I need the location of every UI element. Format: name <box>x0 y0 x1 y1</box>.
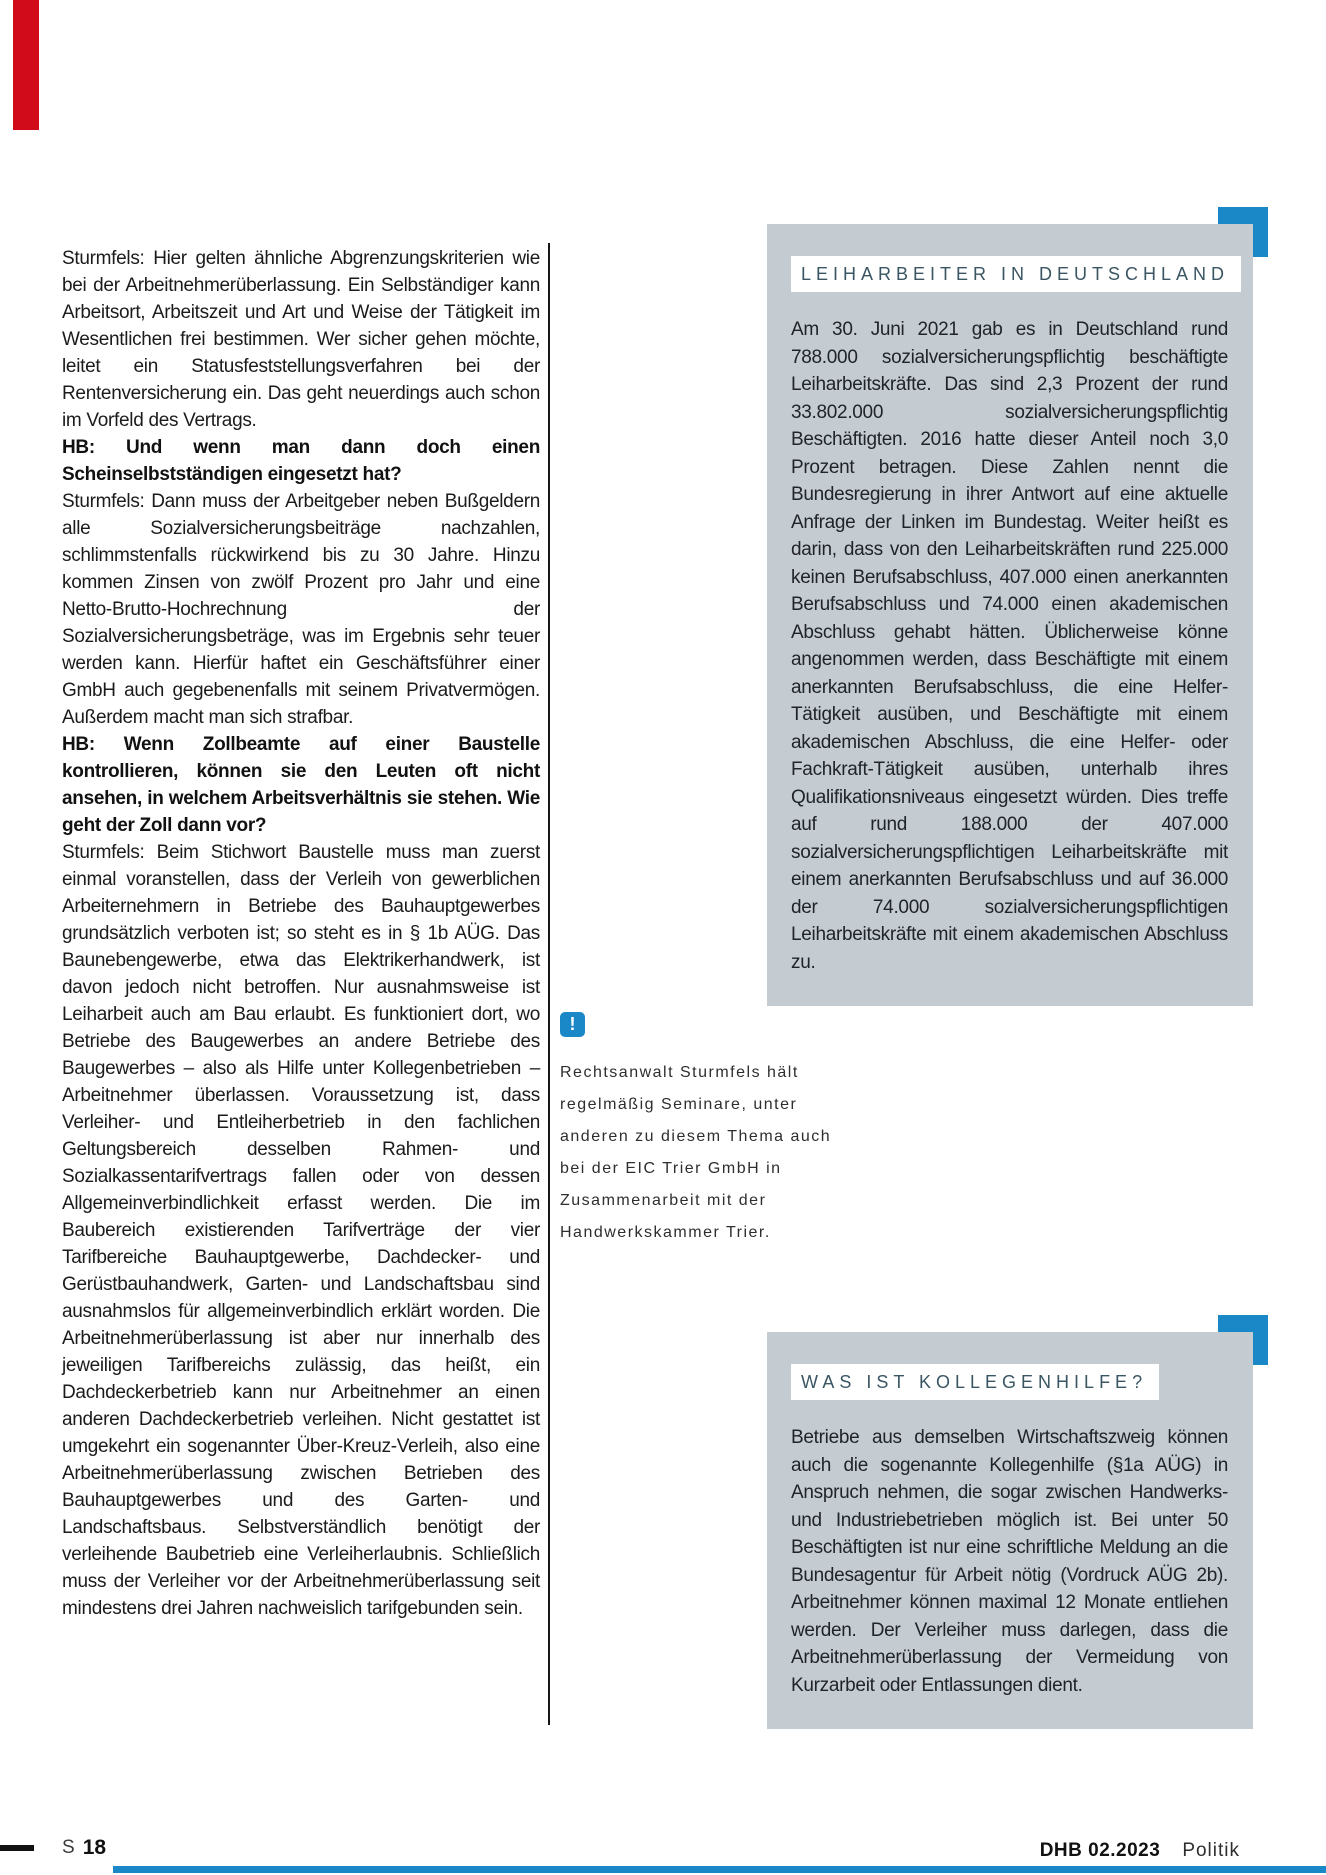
infobox-title: WAS IST KOLLEGENHILFE? <box>791 1364 1159 1400</box>
footer-page-indicator <box>0 1834 106 1862</box>
infobox-body: Am 30. Juni 2021 gab es in Deutschland rund 788.000 sozialversicherungspflichtig beschäftigte Leiharbeitskräfte. Das sind 2,3 Prozent der rund 33.802.000 sozialversicherungspflichtig Beschäftigten. 2016 hatte dieser Anteil noch 3,0 Prozent betragen. Diese Zahlen nennt die Bundesregierung in ihrer Antwort auf eine aktuelle Anfrage der Linken im Bundestag. Weiter heißt es darin, dass von den Leiharbeitskräften rund 225.000 keinen Berufsabschluss, 407.000 einen anerkannten Berufsabschluss und 74.000 einen akademischen Abschluss gehabt hätten. Üblicherweise könne angenommen werden, dass Beschäftigte mit einem anerkannten Berufsabschluss, die eine Helfer-Tätigkeit ausüben, und Beschäftigte mit einem akademischen Abschluss, die eine Helfer- oder Fachkraft-Tätigkeit ausüben, unterhalb ihres Qualifikationsniveaus eingesetzt würden. Dies treffe auf rund 188.000 der 407.000 sozialversicherungspflichtigen Leiharbeitskräfte mit einem anerkannten Berufsabschluss und auf 36.000 der 74.000 sozialversicherungspflichtigen Leiharbeitskräfte mit einem akademischen Abschluss zu. <box>791 319 1228 973</box>
infobox-kollegenhilfe <box>767 1332 1253 1729</box>
footer-issue: DHB 02.2023 <box>1039 1840 1161 1861</box>
footer-dash-rule <box>0 1845 34 1851</box>
interview-answer: Sturmfels: Hier gelten ähnliche Abgrenzungskriterien wie bei der Arbeitnehmerüberlassung. Ein Selbständiger kann Arbeitsort, Arbeitszeit und Art und Weise der Tätigkeit im Wesentlichen frei bestimmen. Wer sicher gehen möchte, leitet ein Statusfeststellungsverfahren bei der Rentenversicherung ein. Das geht neuerdings auch schon im Vorfeld des Vertrags. <box>62 248 540 431</box>
corner-bracket-icon <box>1218 1315 1268 1365</box>
infobox-body: Betriebe aus demselben Wirtschaftszweig können auch die sogenannte Kollegenhilfe (§1a AÜG) in Anspruch nehmen, die sogar zwischen Handwerks- und Industriebetrieben möglich ist. Bei unter 50 Beschäftigten ist nur eine schriftliche Meldung an die Bundesagentur für Arbeit nötig (Vordruck AÜG 2b). Arbeitnehmer können maximal 12 Monate entliehen werden. Der Verleiher muss darlegen, dass die Arbeitnehmerüberlassung der Vermeidung von Kurzarbeit oder Entlassungen dient. <box>791 1427 1228 1696</box>
info-note <box>560 1012 844 1249</box>
info-note-text: Rechtsanwalt Sturmfels hält regelmäßig Seminare, unter anderen zu diesem Thema auch bei der EIC Trier GmbH in Zusammenarbeit mit der Handwerkskammer Trier. <box>560 1064 832 1241</box>
corner-bracket-icon <box>1218 207 1268 257</box>
interview-question: HB: Und wenn man dann doch einen Scheinselbstständigen eingesetzt hat? <box>62 437 540 485</box>
infobox-title: LEIHARBEITER IN DEUTSCHLAND <box>791 256 1241 292</box>
footer-section: Politik <box>1182 1840 1240 1861</box>
interview-question: HB: Wenn Zollbeamte auf einer Baustelle kontrollieren, können sie den Leuten oft nicht ansehen, in welchem Arbeitsverhältnis sie stehen. Wie geht der Zoll dann vor? <box>62 734 540 836</box>
page-number: 18 <box>82 1836 107 1859</box>
interview-answer: Sturmfels: Beim Stichwort Baustelle muss man zuerst einmal voranstellen, dass der Verleih von gewerblichen Arbeiternehmern in Betriebe des Bauhauptgewerbes grundsätzlich verboten ist; so steht es in § 1b AÜG. Das Baunebengewerbe, etwa das Elektrikerhandwerk, ist davon jedoch nicht betroffen. Nur ausnahmsweise ist Leiharbeit auch am Bau erlaubt. Es funktioniert dort, wo Betriebe des Baugewerbes an andere Betriebe des Baugewerbes – also als Hilfe unter Kollegenbetrieben – Arbeitnehmer überlassen. Voraussetzung ist, dass Verleiher- und Entleiherbetrieb in den fachlichen Geltungsbereich desselben Rahmen- und Sozialkassentarifvertrags fallen oder von dessen Allgemeinverbindlichkeit erfasst werden. Die im Baubereich existierenden Tarifverträge der vier Tarifbereiche Bauhauptgewerbe, Dachdecker- und Gerüstbauhandwerk, Garten- und Landschaftsbau sind ausnahmslos für allgemeinverbindlich erklärt worden. Die Arbeitnehmerüberlassung ist aber nur innerhalb des jeweiligen Tarifbereichs zulässig, das heißt, ein Dachdeckerbetrieb kann nur Arbeitnehmer an einen anderen Dachdeckerbetrieb verleihen. Nicht gestattet ist umgekehrt ein sogenannter Über-Kreuz-Verleih, also eine Arbeitnehmerüberlassung zwischen Betrieben des Bauhauptgewerbes und des Garten- und Landschaftsbaus. Selbstverständlich benötigt der verleihende Baubetrieb eine Verleiherlaubnis. Schließlich muss der Verleiher vor der Arbeitnehmerüberlassung seit mindestens drei Jahren nachweislich tarifgebunden sein. <box>62 842 540 1619</box>
bottom-accent-rule <box>113 1866 1326 1873</box>
interview-answer: Sturmfels: Dann muss der Arbeitgeber neben Bußgeldern alle Sozialversicherungsbeiträge nachzahlen, schlimmstenfalls rückwirkend bis zu 30 Jahre. Hinzu kommen Zinsen von zwölf Prozent pro Jahr und eine Netto-Brutto-Hochrechnung der Sozialversicherungsbeträge, was im Ergebnis sehr teuer werden kann. Hierfür haftet ein Geschäftsführer einer GmbH auch gegebenenfalls mit seinem Privatvermögen. Außerdem macht man sich strafbar. <box>62 491 540 728</box>
page-prefix: S <box>62 1837 76 1858</box>
exclamation-icon: ! <box>560 1012 585 1037</box>
column-divider-rule <box>548 243 550 1725</box>
infobox-leiharbeiter <box>767 224 1253 1006</box>
interview-column <box>62 245 540 1622</box>
footer-issue-info <box>1040 1840 1240 1862</box>
page-corner-mark <box>13 0 39 130</box>
